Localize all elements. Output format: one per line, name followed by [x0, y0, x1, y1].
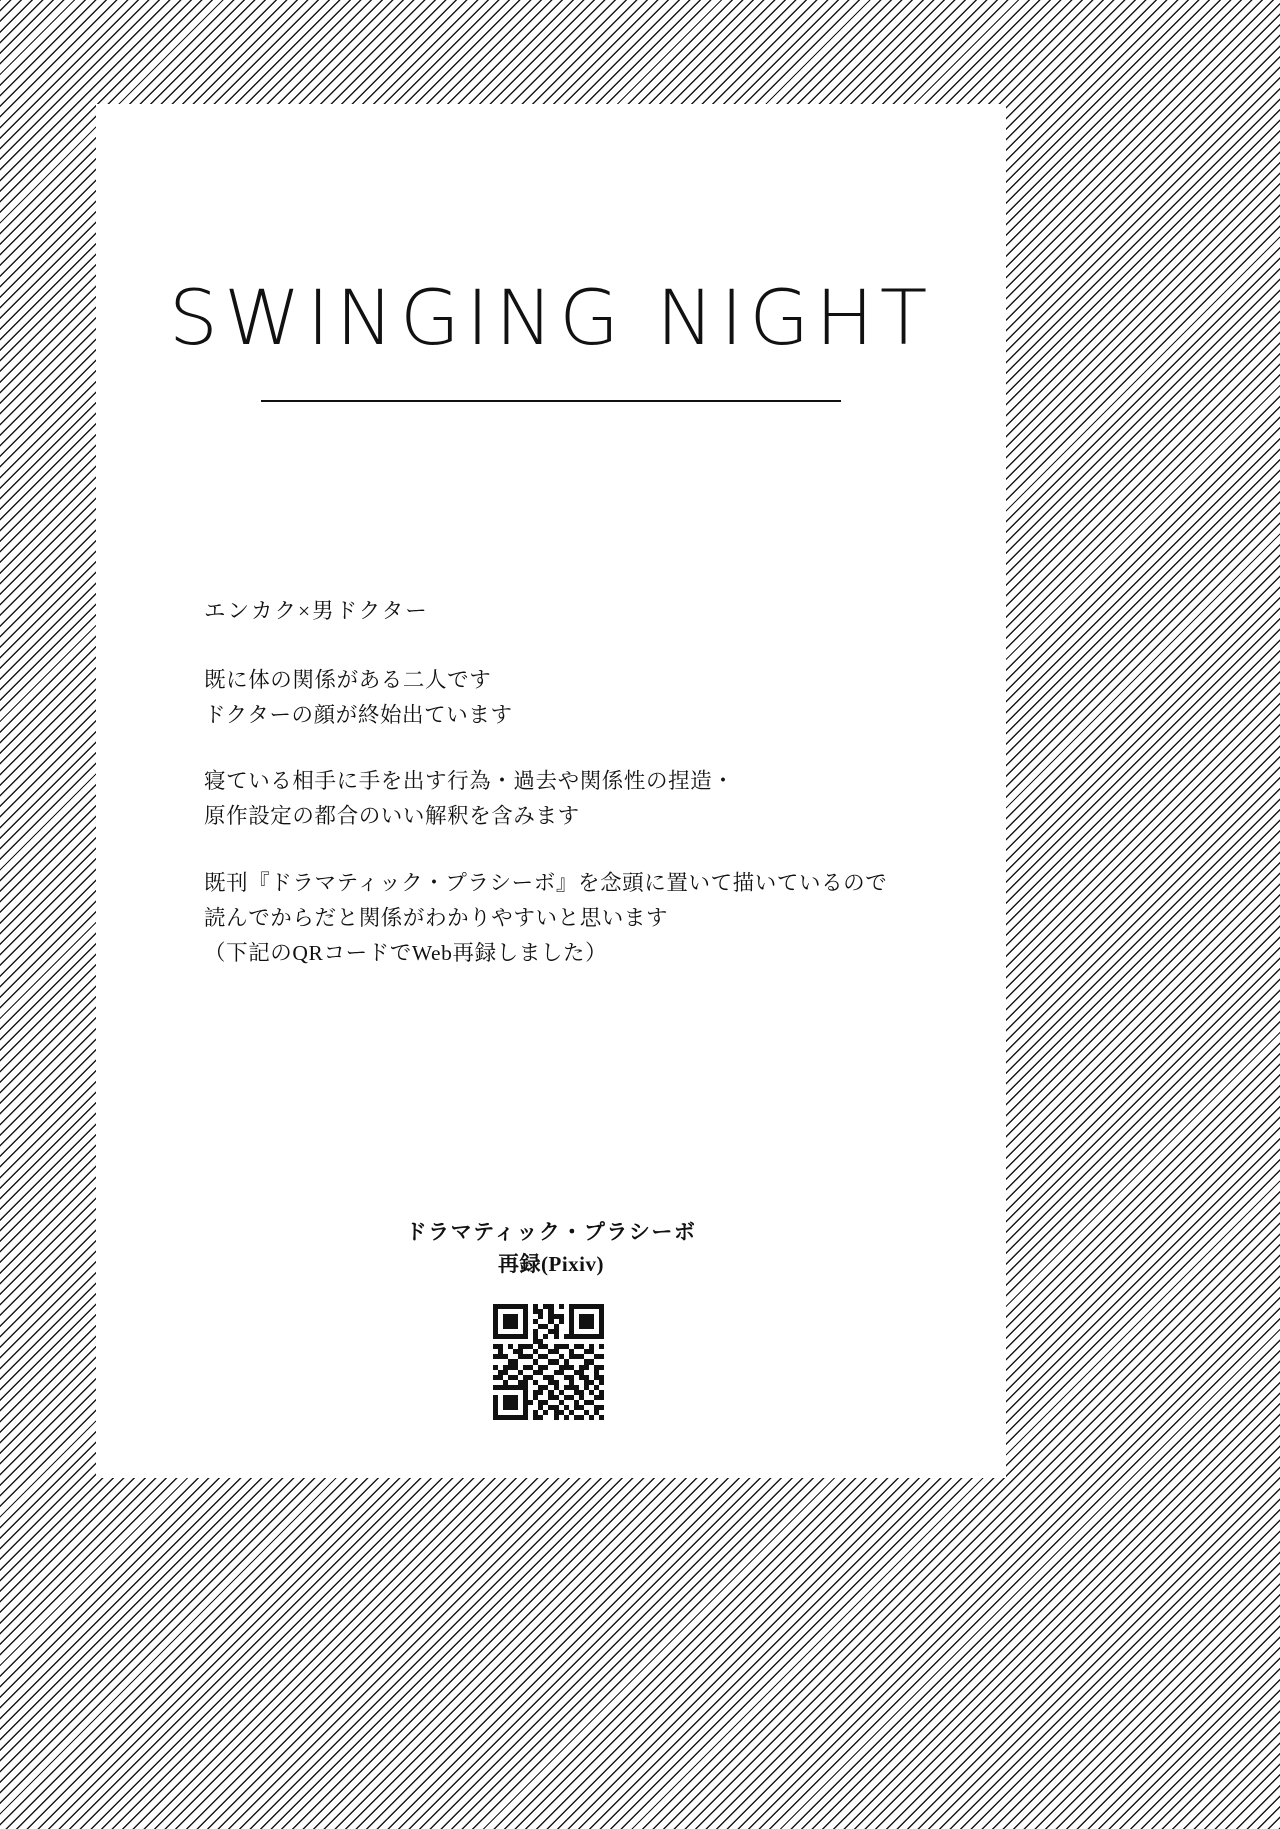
- note-line: ドクターの顔が終始出ています: [204, 702, 513, 727]
- notes-body: [204, 594, 944, 971]
- note-line: 寝ている相手に手を出す行為・過去や関係性の捏造・: [204, 769, 735, 794]
- qr-module: [609, 1420, 614, 1425]
- note-line: 読んでからだと関係がわかりやすいと思います: [204, 905, 669, 930]
- credit-block: [96, 1217, 1006, 1280]
- qr-code[interactable]: [488, 1299, 614, 1425]
- note-line: 原作設定の都合のいい解釈を含みます: [204, 804, 580, 829]
- note-line: 既刊『ドラマティック・プラシーボ』を念頭に置いて描いているので: [204, 871, 888, 896]
- qr-code-wrapper: [96, 1299, 1006, 1425]
- note-paragraph: [204, 866, 944, 970]
- credit-subtitle: 再録(Pixiv): [498, 1251, 604, 1276]
- note-line: 既に体の関係がある二人です: [204, 667, 492, 692]
- pairing-label: エンカク×男ドクター: [204, 599, 429, 623]
- note-paragraph: [204, 663, 944, 733]
- page-title: SWINGING NIGHT: [168, 273, 934, 362]
- credit-title: ドラマティック・プラシーボ: [405, 1220, 697, 1244]
- page-plate: [96, 104, 1006, 1478]
- pairing-note: [204, 594, 944, 629]
- note-paragraph: [204, 764, 944, 834]
- title-underline: [261, 400, 841, 402]
- title-block: [96, 273, 1006, 402]
- note-line: （下記のQRコードでWeb再録しました）: [204, 940, 608, 965]
